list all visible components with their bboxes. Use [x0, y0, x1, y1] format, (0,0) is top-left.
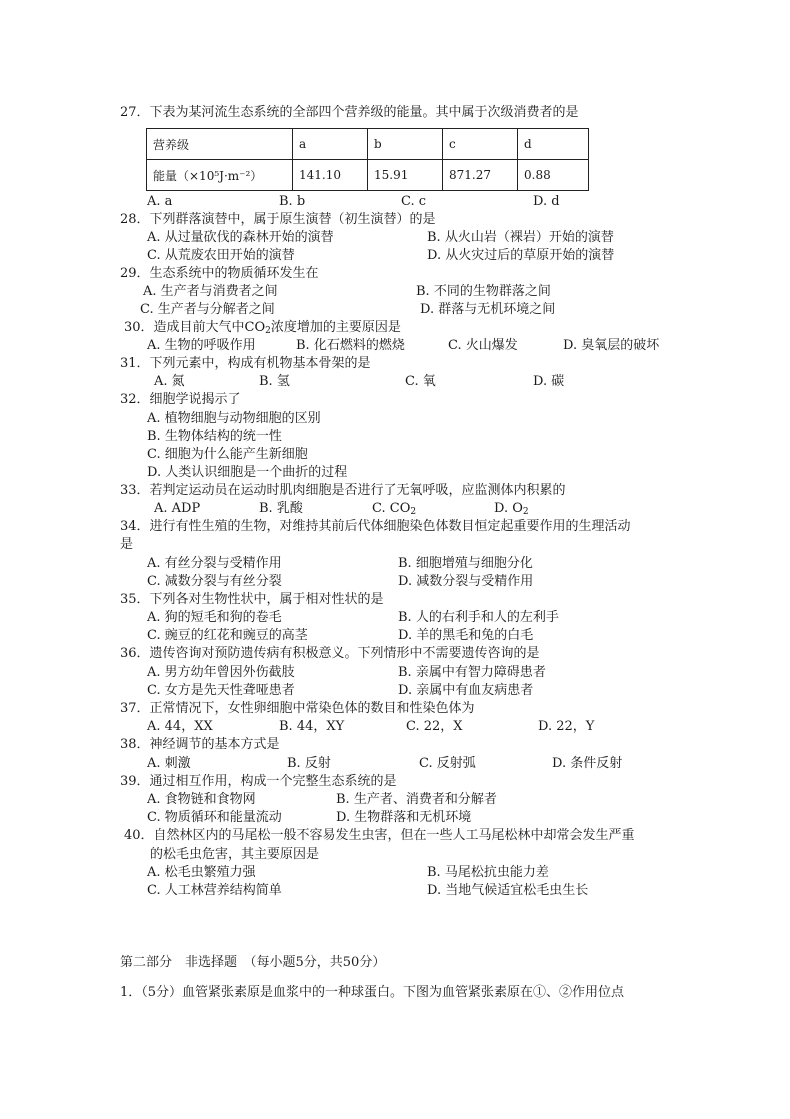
- q40-stem: 40．自然林区内的马尾松一般不容易发生虫害，但在一些人工马尾松林中却常会发生严重: [124, 828, 635, 843]
- q38-option-b[interactable]: B. 反射: [287, 756, 331, 771]
- table-row-energy: [147, 160, 589, 191]
- q40-stem-cont: 的松毛虫危害，其主要原因是: [150, 847, 320, 862]
- q33-option-b[interactable]: B. 乳酸: [259, 501, 303, 516]
- q34-option-c[interactable]: C. 减数分裂与有丝分裂: [147, 574, 282, 589]
- q37-stem: 37．正常情况下，女性卵细胞中常染色体的数目和性染色体为: [120, 701, 475, 716]
- q36-option-d[interactable]: D. 亲属中有血友病患者: [398, 683, 534, 698]
- table-cell-col-a: a: [293, 129, 368, 160]
- q34-option-d[interactable]: D. 减数分裂与受精作用: [398, 574, 534, 589]
- q31-option-b[interactable]: B. 氢: [259, 374, 290, 389]
- q27-stem: 27．下表为某河流生态系统的全部四个营养级的能量。其中属于次级消费者的是: [120, 105, 579, 120]
- q36-option-b[interactable]: B. 亲属中有智力障碍患者: [398, 665, 546, 680]
- table-cell-value-a: 141.10: [293, 160, 368, 191]
- q29-option-a[interactable]: A. 生产者与消费者之间: [143, 284, 278, 299]
- q28-stem: 28．下列群落演替中，属于原生演替（初生演替）的是: [120, 212, 436, 227]
- q40-option-c[interactable]: C. 人工林营养结构简单: [147, 883, 282, 898]
- table-cell-col-d: d: [518, 129, 589, 160]
- q38-option-c[interactable]: C. 反射弧: [419, 756, 476, 771]
- q30-option-a[interactable]: A. 生物的呼吸作用: [147, 338, 256, 353]
- q31-option-d[interactable]: D. 碳: [533, 374, 565, 389]
- q27-option-b[interactable]: B. b: [279, 194, 306, 209]
- table-cell-value-d: 0.88: [518, 160, 589, 191]
- q38-option-d[interactable]: D. 条件反射: [552, 756, 623, 771]
- q36-option-c[interactable]: C. 女方是先天性聋哑患者: [147, 683, 295, 698]
- q38-stem: 38．神经调节的基本方式是: [120, 737, 280, 752]
- q29-option-c[interactable]: C. 生产者与分解者之间: [140, 302, 275, 317]
- q35-option-a[interactable]: A. 狗的短毛和狗的卷毛: [147, 610, 282, 625]
- q33-option-c[interactable]: C. $CO_2$: [372, 501, 417, 517]
- table-cell-value-c: 871.27: [443, 160, 518, 191]
- q29-stem: 29．生态系统中的物质循环发生在: [120, 266, 319, 281]
- q27-option-a[interactable]: A. a: [147, 194, 173, 209]
- q31-option-c[interactable]: C. 氧: [405, 374, 436, 389]
- q34-stem-cont: 是: [120, 537, 134, 552]
- q32-option-c[interactable]: C. 细胞为什么能产生新细胞: [147, 447, 308, 462]
- q37-option-a[interactable]: A. 44，XX: [147, 719, 213, 734]
- q32-option-b[interactable]: B. 生物体结构的统一性: [147, 429, 282, 444]
- q35-stem: 35．下列各对生物性状中，属于相对性状的是: [120, 592, 384, 607]
- q34-option-a[interactable]: A. 有丝分裂与受精作用: [147, 556, 282, 571]
- q32-option-d[interactable]: D. 人类认识细胞是一个曲折的过程: [147, 465, 348, 480]
- q33-option-a[interactable]: A. ADP: [154, 501, 201, 516]
- q40-option-b[interactable]: B. 马尾松抗虫能力差: [427, 865, 549, 880]
- q36-stem: 36．遗传咨询对预防遗传病有积极意义。下列情形中不需要遗传咨询的是: [120, 646, 540, 661]
- q27-option-c[interactable]: C. c: [401, 194, 427, 209]
- q40-option-a[interactable]: A. 松毛虫繁殖力强: [147, 865, 256, 880]
- q33-stem: 33．若判定运动员在运动时肌肉细胞是否进行了无氧呼吸，应监测体内积累的: [120, 483, 566, 498]
- q37-option-b[interactable]: B. 44，XY: [279, 719, 345, 734]
- table-cell-value-b: 15.91: [368, 160, 443, 191]
- table-cell-col-b: b: [368, 129, 443, 160]
- q28-option-b[interactable]: B. 从火山岩（裸岩）开始的演替: [427, 230, 614, 245]
- q36-option-a[interactable]: A. 男方幼年曾因外伤截肢: [147, 665, 295, 680]
- q37-option-d[interactable]: D. 22，Y: [538, 719, 595, 734]
- q39-option-a[interactable]: A. 食物链和食物网: [147, 792, 256, 807]
- table-row-header: [147, 129, 589, 160]
- q28-option-d[interactable]: D. 从火灾过后的草原开始的演替: [427, 248, 615, 263]
- q33-option-d[interactable]: D. $O_2$: [494, 501, 529, 517]
- q28-option-a[interactable]: A. 从过量砍伐的森林开始的演替: [147, 230, 334, 245]
- q39-stem: 39．通过相互作用，构成一个完整生态系统的是: [120, 774, 397, 789]
- q35-option-c[interactable]: C. 豌豆的红花和豌豆的高茎: [147, 628, 308, 643]
- q34-stem: 34．进行有性生殖的生物，对维持其前后代体细胞染色体数目恒定起重要作用的生理活动: [120, 519, 631, 534]
- q31-stem: 31．下列元素中，构成有机物基本骨架的是: [120, 356, 371, 371]
- q27-option-d[interactable]: D. d: [533, 194, 560, 209]
- q38-option-a[interactable]: A. 刺激: [147, 756, 191, 771]
- q30-option-b[interactable]: B. 化石燃料的燃烧: [296, 338, 405, 353]
- table-cell-header-label: 营养级: [147, 129, 293, 160]
- q34-option-b[interactable]: B. 细胞增殖与细胞分化: [398, 556, 533, 571]
- energy-table: [146, 128, 589, 191]
- part2-question-1: 1．（5分）血管紧张素原是血浆中的一种球蛋白。下图为血管紧张素原在①、②作用位点: [120, 985, 625, 1000]
- q30-option-c[interactable]: C. 火山爆发: [448, 338, 518, 353]
- q32-option-a[interactable]: A. 植物细胞与动物细胞的区别: [147, 411, 321, 426]
- q28-option-c[interactable]: C. 从荒废农田开始的演替: [147, 248, 295, 263]
- q29-option-d[interactable]: D. 群落与无机环境之间: [420, 302, 556, 317]
- q32-stem: 32．细胞学说揭示了: [120, 392, 241, 407]
- part2-heading: 第二部分 非选择题 （每小题5分，共50分）: [120, 955, 386, 970]
- q39-option-c[interactable]: C. 物质循环和能量流动: [147, 810, 282, 825]
- q31-option-a[interactable]: A. 氮: [154, 374, 185, 389]
- q35-option-b[interactable]: B. 人的右利手和人的左利手: [398, 610, 559, 625]
- q35-option-d[interactable]: D. 羊的黑毛和兔的白毛: [398, 628, 534, 643]
- q30-option-d[interactable]: D. 臭氧层的破坏: [563, 338, 660, 353]
- q40-option-d[interactable]: D. 当地气候适宜松毛虫生长: [427, 883, 589, 898]
- q39-option-b[interactable]: B. 生产者、消费者和分解者: [336, 792, 497, 807]
- table-cell-col-c: c: [443, 129, 518, 160]
- q30-stem: 30．造成目前大气中$CO_2$浓度增加的主要原因是: [124, 320, 401, 336]
- q29-option-b[interactable]: B. 不同的生物群落之间: [416, 284, 551, 299]
- q37-option-c[interactable]: C. 22，X: [406, 719, 463, 734]
- q39-option-d[interactable]: D. 生物群落和无机环境: [336, 810, 472, 825]
- table-cell-energy-label: 能量（×10⁵J·m⁻²）: [147, 160, 293, 191]
